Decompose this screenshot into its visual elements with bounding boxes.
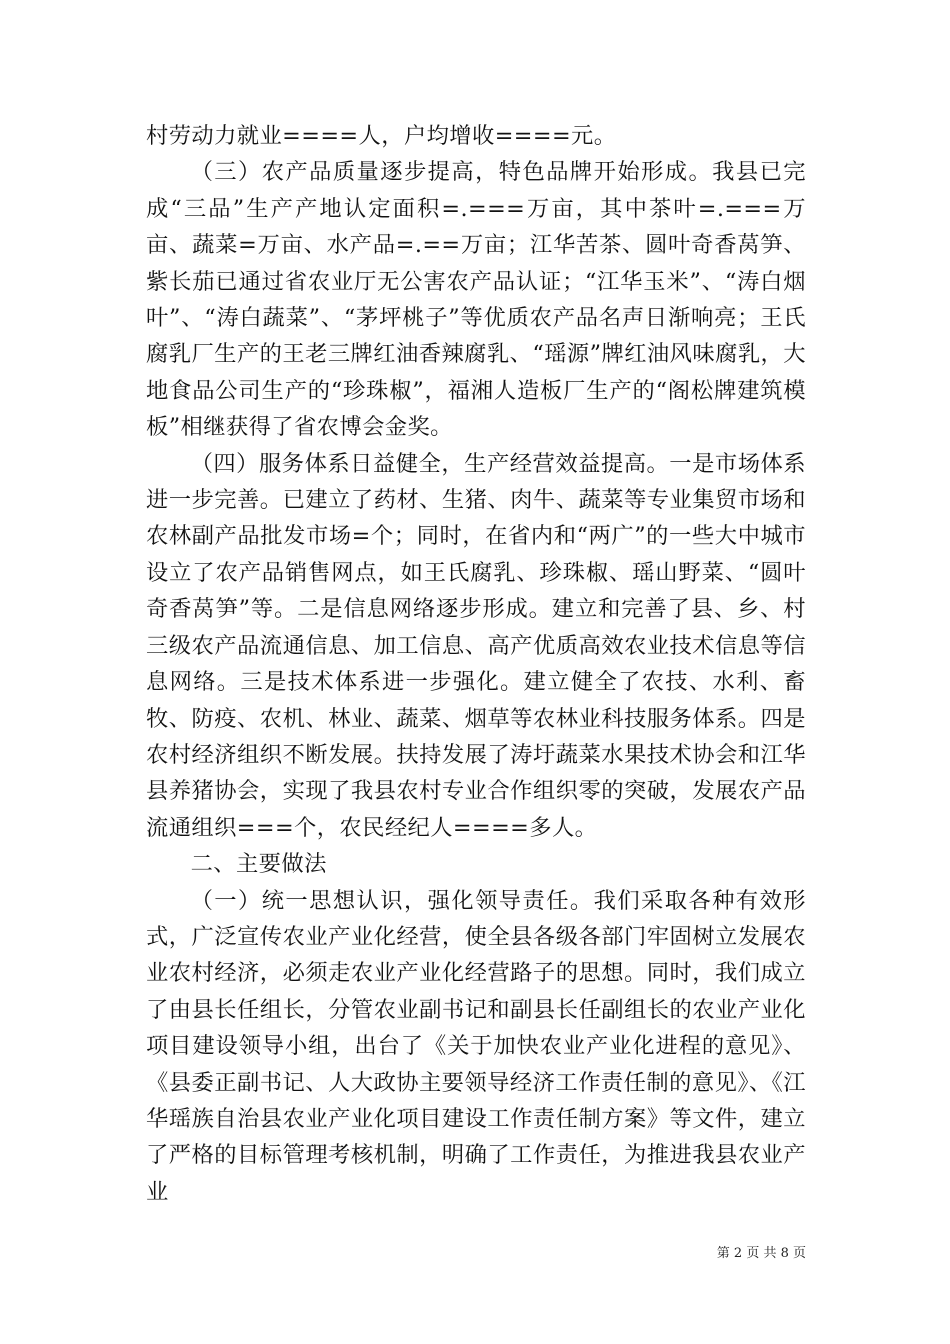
page-number-footer: 第 2 页 共 8 页 (716, 1246, 806, 1261)
document-body (146, 118, 806, 1210)
paragraph-unified-thinking: （一）统一思想认识，强化领导责任。我们采取各种有效形式，广泛宣传农业产业化经营，使全县各级各部门牢固树立发展农业农村经济，必须走农业产业化经营路子的思想。同时，我们成立了由县长任组长，分管农业副书记和副县长任副组长的农业产业化项目建设领导小组，出台了《关于加快农业产业化进程的意见》、《县委正副书记、人大政协主要领导经济工作责任制的意见》、《江华瑶族自治县农业产业化项目建设工作责任制方案》等文件，建立了严格的目标管理考核机制，明确了工作责任，为推进我县农业产业 (146, 887, 806, 1205)
paragraph-product-quality: （三）农产品质量逐步提高，特色品牌开始形成。我县已完成“三品”生产产地认定面积=.===万亩，其中茶叶=.===万亩、蔬菜=万亩、水产品=.==万亩；江华苦茶、圆叶奇香莴笋、紫长茄已通过省农业厅无公害农产品认证；“江华玉米”、“涛白烟叶”、“涛白蔬菜”、“茅坪桃子”等优质农产品名声日渐响亮；王氏腐乳厂生产的王老三牌红油香辣腐乳、“瑶源”牌红油风味腐乳，大地食品公司生产的“珍珠椒”，福湘人造板厂生产的“阁松牌建筑模板”相继获得了省农博会金奖。 (146, 159, 806, 441)
paragraph-service-system: （四）服务体系日益健全，生产经营效益提高。一是市场体系进一步完善。已建立了药材、生猪、肉牛、蔬菜等专业集贸市场和农林副产品批发市场=个；同时，在省内和“两广”的一些大中城市设立了农产品销售网点，如王氏腐乳、珍珠椒、瑶山野菜、“圆叶奇香莴笋”等。二是信息网络逐步形成。建立和完善了县、乡、村三级农产品流通信息、加工信息、高产优质高效农业技术信息等信息网络。三是技术体系进一步强化。建立健全了农技、水利、畜牧、防疫、农机、林业、蔬菜、烟草等农林业科技服务体系。四是农村经济组织不断发展。扶持发展了涛圩蔬菜水果技术协会和江华县养猪协会，实现了我县农村专业合作组织零的突破，发展农产品流通组织===个，农民经纪人====多人。 (146, 450, 806, 841)
paragraph-continuation: 村劳动力就业====人，户均增收====元。 (146, 123, 617, 149)
section-heading-main-practices: 二、主要做法 (190, 851, 327, 878)
